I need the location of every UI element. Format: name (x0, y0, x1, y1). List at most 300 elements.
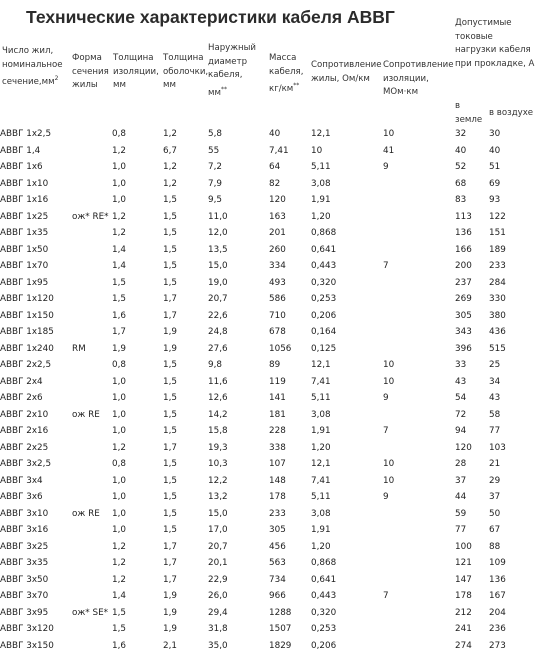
cell-current-ground: 147 (455, 575, 472, 585)
forma-label: ож* SE* (72, 608, 108, 618)
table-row (0, 309, 538, 326)
cell-cores: АВВГ 2х10 (0, 410, 48, 420)
cell-mass: 305 (269, 525, 286, 535)
cell-sheath: 1,2 (163, 129, 177, 139)
cell-insulation: 1,7 (112, 327, 126, 337)
cell-current-ground: 28 (455, 459, 466, 469)
cell-current-ground: 178 (455, 591, 472, 601)
cell-insulation: 0,8 (112, 360, 126, 370)
cell-cores: АВВГ 3х70 (0, 591, 48, 601)
cell-resistance: 1,91 (311, 426, 331, 436)
cell-mass: 734 (269, 575, 286, 585)
cell-resistance: 0,443 (311, 261, 336, 271)
cell-resistance: 0,253 (311, 624, 336, 634)
cell-diameter: 7,2 (208, 162, 222, 172)
cell-resistance: 0,641 (311, 575, 336, 585)
cell-current-air: 284 (489, 278, 506, 288)
cell-insulation-resistance: 10 (383, 129, 394, 139)
cell-cores: АВВГ 1х150 (0, 311, 54, 321)
cell-sheath: 1,5 (163, 360, 177, 370)
cell-diameter: 31,8 (208, 624, 228, 634)
cell-insulation-resistance: 41 (383, 146, 394, 156)
cell-diameter: 12,6 (208, 393, 228, 403)
cell-diameter: 22,6 (208, 311, 228, 321)
cell-current-ground: 121 (455, 558, 472, 568)
cell-current-air: 151 (489, 228, 506, 238)
cell-insulation: 1,5 (112, 294, 126, 304)
cell-mass: 107 (269, 459, 286, 469)
cell-mass: 456 (269, 542, 286, 552)
cell-insulation: 1,0 (112, 476, 126, 486)
cell-current-air: 330 (489, 294, 506, 304)
header-diameter-sup: ** (221, 86, 227, 93)
cell-mass: 64 (269, 162, 280, 172)
cell-insulation: 1,2 (112, 228, 126, 238)
cell-sheath: 1,7 (163, 558, 177, 568)
cell-resistance: 0,868 (311, 558, 336, 568)
cell-mass: 141 (269, 393, 286, 403)
cell-sheath: 1,5 (163, 492, 177, 502)
cell-current-air: 37 (489, 492, 500, 502)
cell-resistance: 0,206 (311, 641, 336, 651)
cell-insulation-resistance: 9 (383, 162, 389, 172)
cell-sheath: 1,9 (163, 591, 177, 601)
cell-current-air: 34 (489, 377, 500, 387)
cell-resistance: 1,91 (311, 195, 331, 205)
forma-label: ож RE (72, 410, 100, 420)
cell-cores: АВВГ 3х16 (0, 525, 48, 535)
cell-diameter: 17,0 (208, 525, 228, 535)
table-row (0, 160, 538, 177)
cell-sheath: 1,7 (163, 443, 177, 453)
cell-current-ground: 120 (455, 443, 472, 453)
cell-mass: 233 (269, 509, 286, 519)
cell-cores: АВВГ 1х185 (0, 327, 54, 337)
cell-insulation-resistance: 10 (383, 377, 394, 387)
cell-resistance: 12,1 (311, 129, 331, 139)
cell-cores: АВВГ 3х10 (0, 509, 48, 519)
cell-mass: 710 (269, 311, 286, 321)
cell-current-air: 67 (489, 525, 500, 535)
cell-diameter: 35,0 (208, 641, 228, 651)
cell-resistance: 12,1 (311, 459, 331, 469)
cell-cores: АВВГ 1х240 (0, 344, 54, 354)
cell-resistance: 3,08 (311, 410, 331, 420)
cell-current-ground: 269 (455, 294, 472, 304)
cell-current-air: 93 (489, 195, 500, 205)
cell-mass: 260 (269, 245, 286, 255)
cell-resistance: 0,164 (311, 327, 336, 337)
cell-cores: АВВГ 1х25 (0, 212, 48, 222)
cell-diameter: 19,0 (208, 278, 228, 288)
cell-insulation: 1,0 (112, 410, 126, 420)
cell-diameter: 13,5 (208, 245, 228, 255)
cell-insulation: 1,0 (112, 492, 126, 502)
cell-diameter: 10,3 (208, 459, 228, 469)
cell-current-ground: 136 (455, 228, 472, 238)
cell-sheath: 1,5 (163, 195, 177, 205)
cell-current-air: 77 (489, 426, 500, 436)
page-title: Технические характеристики кабеля АВВГ (26, 7, 395, 28)
cell-sheath: 6,7 (163, 146, 177, 156)
header-mass (269, 52, 309, 96)
cell-resistance: 0,320 (311, 278, 336, 288)
header-mass-sup: ** (293, 82, 299, 89)
cell-diameter: 12,2 (208, 476, 228, 486)
header-insulation-resistance: Сопротивление изоляции, МОм·км (383, 59, 455, 100)
cell-current-ground: 77 (455, 525, 466, 535)
cell-diameter: 29,4 (208, 608, 228, 618)
cell-current-air: 50 (489, 509, 500, 519)
cell-insulation-resistance: 7 (383, 426, 389, 436)
table-row (0, 127, 538, 144)
cell-resistance: 1,20 (311, 542, 331, 552)
cell-current-ground: 200 (455, 261, 472, 271)
cell-current-ground: 113 (455, 212, 472, 222)
cell-current-air: 273 (489, 641, 506, 651)
table-row (0, 375, 538, 392)
table-row (0, 144, 538, 161)
cell-resistance: 0,443 (311, 591, 336, 601)
cell-resistance: 1,91 (311, 525, 331, 535)
cell-current-air: 103 (489, 443, 506, 453)
cell-insulation-resistance: 7 (383, 591, 389, 601)
forma-label: ож* RE* (72, 212, 109, 222)
cell-current-ground: 59 (455, 509, 466, 519)
cell-resistance: 0,641 (311, 245, 336, 255)
cell-current-air: 109 (489, 558, 506, 568)
cell-current-air: 122 (489, 212, 506, 222)
cell-cores: АВВГ 1х10 (0, 179, 48, 189)
table-row (0, 193, 538, 210)
cell-mass: 1507 (269, 624, 291, 634)
cell-insulation: 1,6 (112, 311, 126, 321)
header-diameter-text: Наружный диаметр кабеля, мм (208, 43, 256, 97)
cell-mass: 178 (269, 492, 286, 502)
cell-sheath: 1,5 (163, 525, 177, 535)
cell-diameter: 15,0 (208, 509, 228, 519)
cell-mass: 201 (269, 228, 286, 238)
cell-mass: 563 (269, 558, 286, 568)
cell-sheath: 1,5 (163, 228, 177, 238)
cell-cores: АВВГ 3х35 (0, 558, 48, 568)
cell-diameter: 20,7 (208, 542, 228, 552)
cell-current-ground: 100 (455, 542, 472, 552)
cell-sheath: 1,7 (163, 542, 177, 552)
cell-insulation: 1,4 (112, 261, 126, 271)
cell-insulation: 1,0 (112, 509, 126, 519)
cell-sheath: 1,5 (163, 393, 177, 403)
cell-insulation: 1,0 (112, 393, 126, 403)
cell-sheath: 1,9 (163, 608, 177, 618)
table-row (0, 243, 538, 260)
cell-insulation: 1,0 (112, 426, 126, 436)
cell-insulation-resistance: 9 (383, 393, 389, 403)
cell-mass: 1829 (269, 641, 291, 651)
cell-sheath: 2,1 (163, 641, 177, 651)
cell-current-air: 380 (489, 311, 506, 321)
cell-current-air: 436 (489, 327, 506, 337)
table-row (0, 358, 538, 375)
cell-mass: 334 (269, 261, 286, 271)
cell-current-air: 236 (489, 624, 506, 634)
cell-mass: 678 (269, 327, 286, 337)
table-row (0, 474, 538, 491)
cell-insulation-resistance: 10 (383, 476, 394, 486)
cell-insulation: 1,2 (112, 443, 126, 453)
cell-resistance: 0,206 (311, 311, 336, 321)
cell-diameter: 5,8 (208, 129, 222, 139)
cell-insulation: 1,0 (112, 179, 126, 189)
cell-sheath: 1,9 (163, 344, 177, 354)
cell-mass: 586 (269, 294, 286, 304)
cell-current-ground: 54 (455, 393, 466, 403)
cell-current-ground: 237 (455, 278, 472, 288)
cell-diameter: 24,8 (208, 327, 228, 337)
cell-diameter: 55 (208, 146, 219, 156)
cell-sheath: 1,5 (163, 245, 177, 255)
table-body (0, 127, 538, 655)
cell-current-air: 30 (489, 129, 500, 139)
cell-diameter: 11,6 (208, 377, 228, 387)
cell-current-air: 189 (489, 245, 506, 255)
header-current: Допустимые токовые нагрузки кабеля при прокладке, А (455, 17, 535, 71)
table-row (0, 226, 538, 243)
cell-insulation: 0,8 (112, 459, 126, 469)
cell-resistance: 10 (311, 146, 322, 156)
cell-current-ground: 94 (455, 426, 466, 436)
cell-sheath: 1,7 (163, 575, 177, 585)
header-insulation: Толщина изоляции, мм (113, 52, 161, 93)
cell-current-ground: 37 (455, 476, 466, 486)
cell-insulation: 1,2 (112, 146, 126, 156)
cell-insulation: 1,9 (112, 344, 126, 354)
cell-diameter: 15,8 (208, 426, 228, 436)
cell-cores: АВВГ 1х2,5 (0, 129, 51, 139)
cell-current-ground: 241 (455, 624, 472, 634)
cell-mass: 148 (269, 476, 286, 486)
cell-sheath: 1,5 (163, 410, 177, 420)
cell-current-ground: 40 (455, 146, 466, 156)
cell-current-air: 25 (489, 360, 500, 370)
cell-resistance: 0,320 (311, 608, 336, 618)
cell-mass: 338 (269, 443, 286, 453)
cell-insulation: 1,2 (112, 212, 126, 222)
cell-sheath: 1,5 (163, 509, 177, 519)
cell-mass: 966 (269, 591, 286, 601)
cell-resistance: 0,868 (311, 228, 336, 238)
cell-resistance: 7,41 (311, 377, 331, 387)
cell-current-ground: 72 (455, 410, 466, 420)
cell-current-air: 515 (489, 344, 506, 354)
cell-insulation: 1,0 (112, 195, 126, 205)
cell-insulation: 1,0 (112, 377, 126, 387)
cell-cores: АВВГ 2х6 (0, 393, 43, 403)
cell-current-ground: 305 (455, 311, 472, 321)
cell-sheath: 1,9 (163, 327, 177, 337)
header-in-ground: в земле (455, 100, 485, 127)
cell-resistance: 3,08 (311, 179, 331, 189)
cell-cores: АВВГ 2х25 (0, 443, 48, 453)
cell-diameter: 9,8 (208, 360, 222, 370)
cell-current-ground: 212 (455, 608, 472, 618)
cell-cores: АВВГ 3х6 (0, 492, 43, 502)
cell-sheath: 1,7 (163, 311, 177, 321)
cell-cores: АВВГ 1х120 (0, 294, 54, 304)
cell-current-air: 204 (489, 608, 506, 618)
cell-current-air: 40 (489, 146, 500, 156)
table-row (0, 441, 538, 458)
table-row (0, 639, 538, 655)
cell-resistance: 0,253 (311, 294, 336, 304)
cell-cores: АВВГ 1х6 (0, 162, 43, 172)
cell-mass: 119 (269, 377, 286, 387)
cell-sheath: 1,5 (163, 426, 177, 436)
cell-current-ground: 68 (455, 179, 466, 189)
cell-sheath: 1,9 (163, 624, 177, 634)
cell-resistance: 5,11 (311, 162, 331, 172)
cell-diameter: 12,0 (208, 228, 228, 238)
cell-mass: 82 (269, 179, 280, 189)
table-row (0, 177, 538, 194)
cell-insulation: 1,4 (112, 591, 126, 601)
cell-mass: 120 (269, 195, 286, 205)
cell-cores: АВВГ 1х70 (0, 261, 48, 271)
cell-cores: АВВГ 3х50 (0, 575, 48, 585)
cell-current-ground: 83 (455, 195, 466, 205)
cell-mass: 163 (269, 212, 286, 222)
cell-cores: АВВГ 3х2,5 (0, 459, 51, 469)
cell-current-air: 136 (489, 575, 506, 585)
table-row (0, 457, 538, 474)
cell-current-air: 21 (489, 459, 500, 469)
cell-mass: 40 (269, 129, 280, 139)
cell-diameter: 26,0 (208, 591, 228, 601)
cell-insulation-resistance: 9 (383, 492, 389, 502)
cell-diameter: 14,2 (208, 410, 228, 420)
cell-sheath: 1,5 (163, 476, 177, 486)
cell-insulation-resistance: 7 (383, 261, 389, 271)
cell-current-ground: 52 (455, 162, 466, 172)
cell-cores: АВВГ 2х4 (0, 377, 43, 387)
cell-resistance: 5,11 (311, 393, 331, 403)
cell-sheath: 1,5 (163, 459, 177, 469)
cell-current-ground: 166 (455, 245, 472, 255)
cell-current-ground: 396 (455, 344, 472, 354)
header-cores-text: Число жил, номинальное сечение,мм (2, 46, 63, 87)
table-row (0, 276, 538, 293)
cell-current-air: 167 (489, 591, 506, 601)
cell-mass: 89 (269, 360, 280, 370)
table-row (0, 573, 538, 590)
cell-insulation: 1,2 (112, 575, 126, 585)
cell-cores: АВВГ 1,4 (0, 146, 40, 156)
cell-current-ground: 44 (455, 492, 466, 502)
cell-insulation: 1,5 (112, 624, 126, 634)
table-row (0, 490, 538, 507)
cell-insulation: 1,5 (112, 608, 126, 618)
cell-mass: 493 (269, 278, 286, 288)
cell-sheath: 1,2 (163, 179, 177, 189)
cell-diameter: 7,9 (208, 179, 222, 189)
cell-insulation: 1,0 (112, 525, 126, 535)
cell-current-air: 29 (489, 476, 500, 486)
header-diameter (208, 42, 264, 100)
cell-resistance: 0,125 (311, 344, 336, 354)
table-row (0, 325, 538, 342)
header-cores (2, 45, 70, 89)
cell-diameter: 9,5 (208, 195, 222, 205)
cell-insulation: 1,4 (112, 245, 126, 255)
header-mass-text: Масса кабеля, кг/км (269, 53, 303, 94)
cell-cores: АВВГ 1х50 (0, 245, 48, 255)
cell-cores: АВВГ 3х4 (0, 476, 43, 486)
cell-current-air: 88 (489, 542, 500, 552)
table-row (0, 391, 538, 408)
cell-diameter: 13,2 (208, 492, 228, 502)
header-forma: Форма сечения жилы (72, 52, 112, 93)
cell-cores: АВВГ 1х95 (0, 278, 48, 288)
cell-sheath: 1,5 (163, 278, 177, 288)
cell-diameter: 11,0 (208, 212, 228, 222)
cell-sheath: 1,5 (163, 212, 177, 222)
cell-resistance: 5,11 (311, 492, 331, 502)
cell-sheath: 1,2 (163, 162, 177, 172)
table-row (0, 622, 538, 639)
cell-current-ground: 274 (455, 641, 472, 651)
cell-cores: АВВГ 3х95 (0, 608, 48, 618)
cell-resistance: 12,1 (311, 360, 331, 370)
cell-cores: АВВГ 1х35 (0, 228, 48, 238)
cell-insulation: 1,5 (112, 278, 126, 288)
table-row (0, 589, 538, 606)
forma-label: RM (72, 344, 86, 354)
cell-current-ground: 43 (455, 377, 466, 387)
cell-diameter: 20,7 (208, 294, 228, 304)
cell-resistance: 3,08 (311, 509, 331, 519)
table-row (0, 523, 538, 540)
cell-cores: АВВГ 3х150 (0, 641, 54, 651)
cell-cores: АВВГ 2х2,5 (0, 360, 51, 370)
cell-current-air: 43 (489, 393, 500, 403)
table-row (0, 424, 538, 441)
cell-sheath: 1,5 (163, 377, 177, 387)
forma-label: ож RE (72, 509, 100, 519)
cell-resistance: 1,20 (311, 443, 331, 453)
header-in-air: в воздухе (489, 107, 537, 121)
cell-current-ground: 33 (455, 360, 466, 370)
cell-current-air: 58 (489, 410, 500, 420)
cell-insulation: 1,0 (112, 162, 126, 172)
table-row (0, 259, 538, 276)
header-resistance: Сопротивление жилы, Ом/км (311, 59, 381, 86)
table-row (0, 556, 538, 573)
cell-current-ground: 32 (455, 129, 466, 139)
cell-diameter: 20,1 (208, 558, 228, 568)
cell-mass: 1056 (269, 344, 291, 354)
cell-diameter: 22,9 (208, 575, 228, 585)
table-row (0, 292, 538, 309)
cell-cores: АВВГ 3х25 (0, 542, 48, 552)
cell-current-air: 51 (489, 162, 500, 172)
cell-diameter: 15,0 (208, 261, 228, 271)
table-row (0, 540, 538, 557)
cell-insulation: 1,2 (112, 558, 126, 568)
cell-insulation: 1,2 (112, 542, 126, 552)
header-sheath: Толщина оболочки, мм (163, 52, 207, 93)
cell-mass: 181 (269, 410, 286, 420)
cell-insulation: 1,6 (112, 641, 126, 651)
